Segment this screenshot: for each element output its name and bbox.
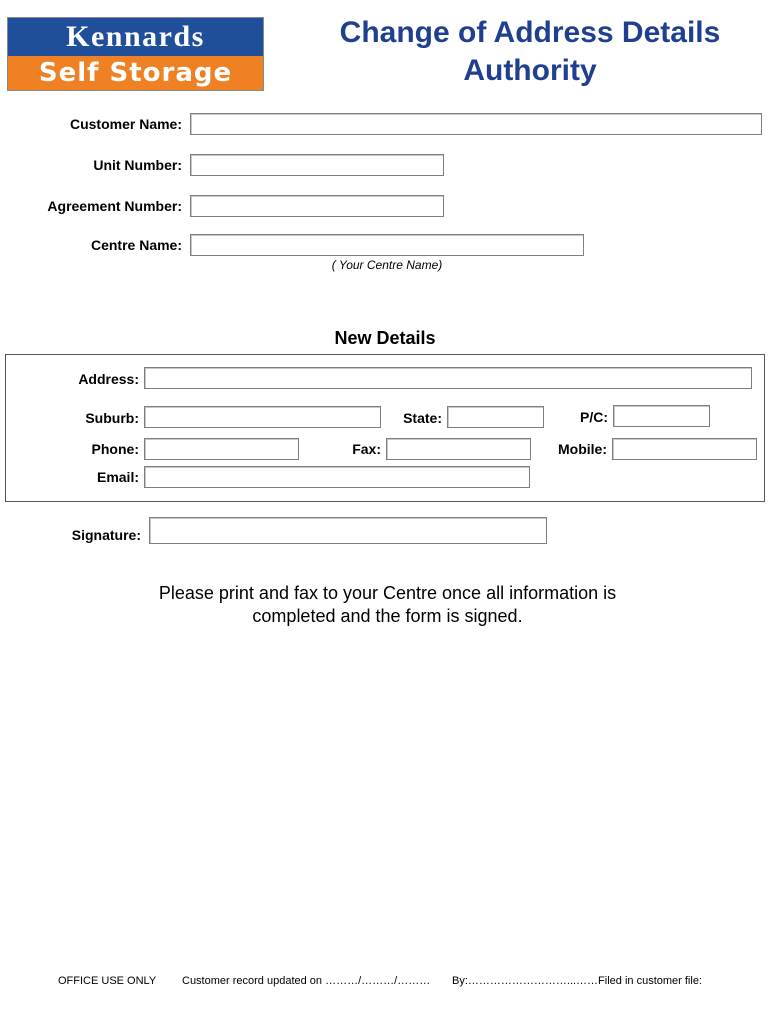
address-field[interactable] [144,367,752,389]
office-use-label: OFFICE USE ONLY [58,975,157,987]
record-updated-text: Customer record updated on ………/………/……… [182,975,431,987]
logo-brand-text: Kennards [8,18,263,56]
kennards-logo [7,17,264,91]
suburb-field[interactable] [144,406,381,428]
centre-name-field[interactable] [190,234,584,256]
form-title-line2: Authority [463,54,597,87]
customer-name-field[interactable] [190,113,762,135]
mobile-label: Mobile: [558,441,607,457]
centre-name-label: Centre Name: [90,237,182,253]
postcode-field[interactable] [613,405,710,427]
postcode-label: P/C: [580,409,608,425]
agreement-number-field[interactable] [190,195,444,217]
signature-field[interactable] [149,517,547,544]
centre-name-hint: ( Your Centre Name) [331,258,443,272]
logo-tagline-text: Self Storage [8,56,263,90]
instructions-line1: Please print and fax to your Centre once all information is [158,583,617,603]
new-details-heading: New Details [334,328,436,348]
suburb-label: Suburb: [85,410,139,426]
filed-by-text: By:………………………...……Filed in customer file: [452,975,702,987]
form-title-line1: Change of Address Details [339,16,721,49]
mobile-field[interactable] [612,438,757,460]
email-label: Email: [96,469,139,485]
fax-label: Fax: [352,441,381,457]
fax-field[interactable] [386,438,531,460]
address-label: Address: [78,371,139,387]
unit-number-field[interactable] [190,154,444,176]
agreement-number-label: Agreement Number: [47,198,182,214]
instructions-line2: completed and the form is signed. [252,606,523,626]
form-title [300,14,760,90]
email-field[interactable] [144,466,530,488]
phone-field[interactable] [144,438,299,460]
phone-label: Phone: [91,441,139,457]
state-field[interactable] [447,406,544,428]
customer-name-label: Customer Name: [69,116,182,132]
state-label: State: [403,410,442,426]
unit-number-label: Unit Number: [93,157,182,173]
signature-label: Signature: [71,527,141,543]
instructions-text [80,582,695,628]
